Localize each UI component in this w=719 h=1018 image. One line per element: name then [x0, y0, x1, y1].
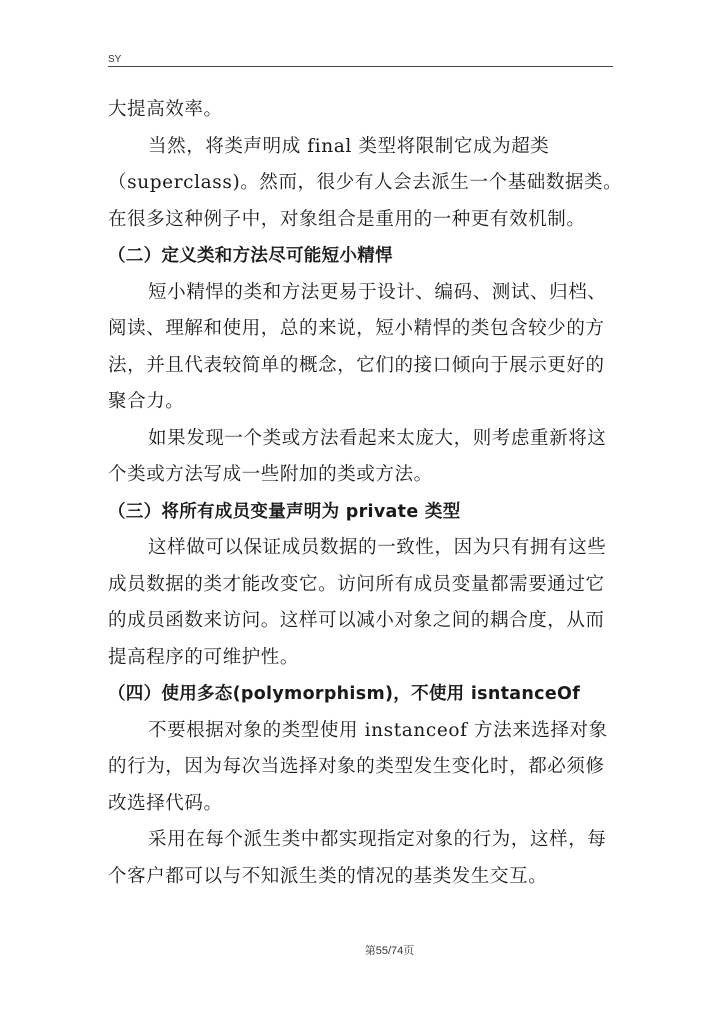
paragraph-line: 当然，将类声明成 final 类型将限制它成为超类 — [148, 135, 550, 157]
body-line: 改选择代码。 — [108, 792, 223, 814]
body-line: 法，并且代表较简单的概念，它们的接口倾向于展示更好的 — [108, 354, 605, 376]
document-body — [108, 94, 623, 897]
body-line: 大提高效率。 — [108, 99, 223, 120]
body-line: 在很多这种例子中，对象组合是重用的一种更有效机制。 — [108, 208, 586, 230]
paragraph-line: 如果发现一个类或方法看起来太庞大，则考虑重新将这 — [148, 427, 607, 449]
header-divider — [108, 66, 613, 67]
body-line: 阅读、理解和使用，总的来说，短小精悍的类包含较少的方 — [108, 318, 605, 339]
page-number: 第55/74页 — [364, 945, 415, 957]
paragraph-line: 不要根据对象的类型使用 instanceof 方法来选择对象 — [148, 719, 608, 741]
body-line: 的成员函数来访问。这样可以减小对象之间的耦合度，从而 — [108, 610, 605, 631]
page-header: SY — [108, 54, 122, 65]
section-heading-4: （四）使用多态(polymorphism)，不使用 isntanceOf — [108, 684, 581, 704]
body-line: 的行为，因为每次当选择对象的类型发生变化时，都必须修 — [108, 756, 605, 777]
body-line: 成员数据的类才能改变它。访问所有成员变量都需要通过它 — [108, 573, 605, 595]
body-line: 个客户都可以与不知派生类的情况的基类发生交互。 — [108, 865, 548, 887]
body-line: 提高程序的可维护性。 — [108, 646, 300, 668]
body-line: （superclass)。然而，很少有人会去派生一个基础数据类。 — [108, 172, 623, 193]
section-heading-2: （二）定义类和方法尽可能短小精悍 — [108, 246, 393, 266]
paragraph-line: 采用在每个派生类中都实现指定对象的行为，这样，每 — [148, 829, 607, 850]
paragraph-line: 短小精悍的类和方法更易于设计、编码、测试、归档、 — [148, 281, 607, 303]
page-footer — [0, 942, 719, 958]
body-line: 聚合力。 — [108, 391, 185, 412]
section-heading-3: （三）将所有成员变量声明为 private 类型 — [108, 501, 461, 522]
body-line: 个类或方法写成一些附加的类或方法。 — [108, 464, 433, 485]
paragraph-line: 这样做可以保证成员数据的一致性，因为只有拥有这些 — [148, 537, 607, 558]
